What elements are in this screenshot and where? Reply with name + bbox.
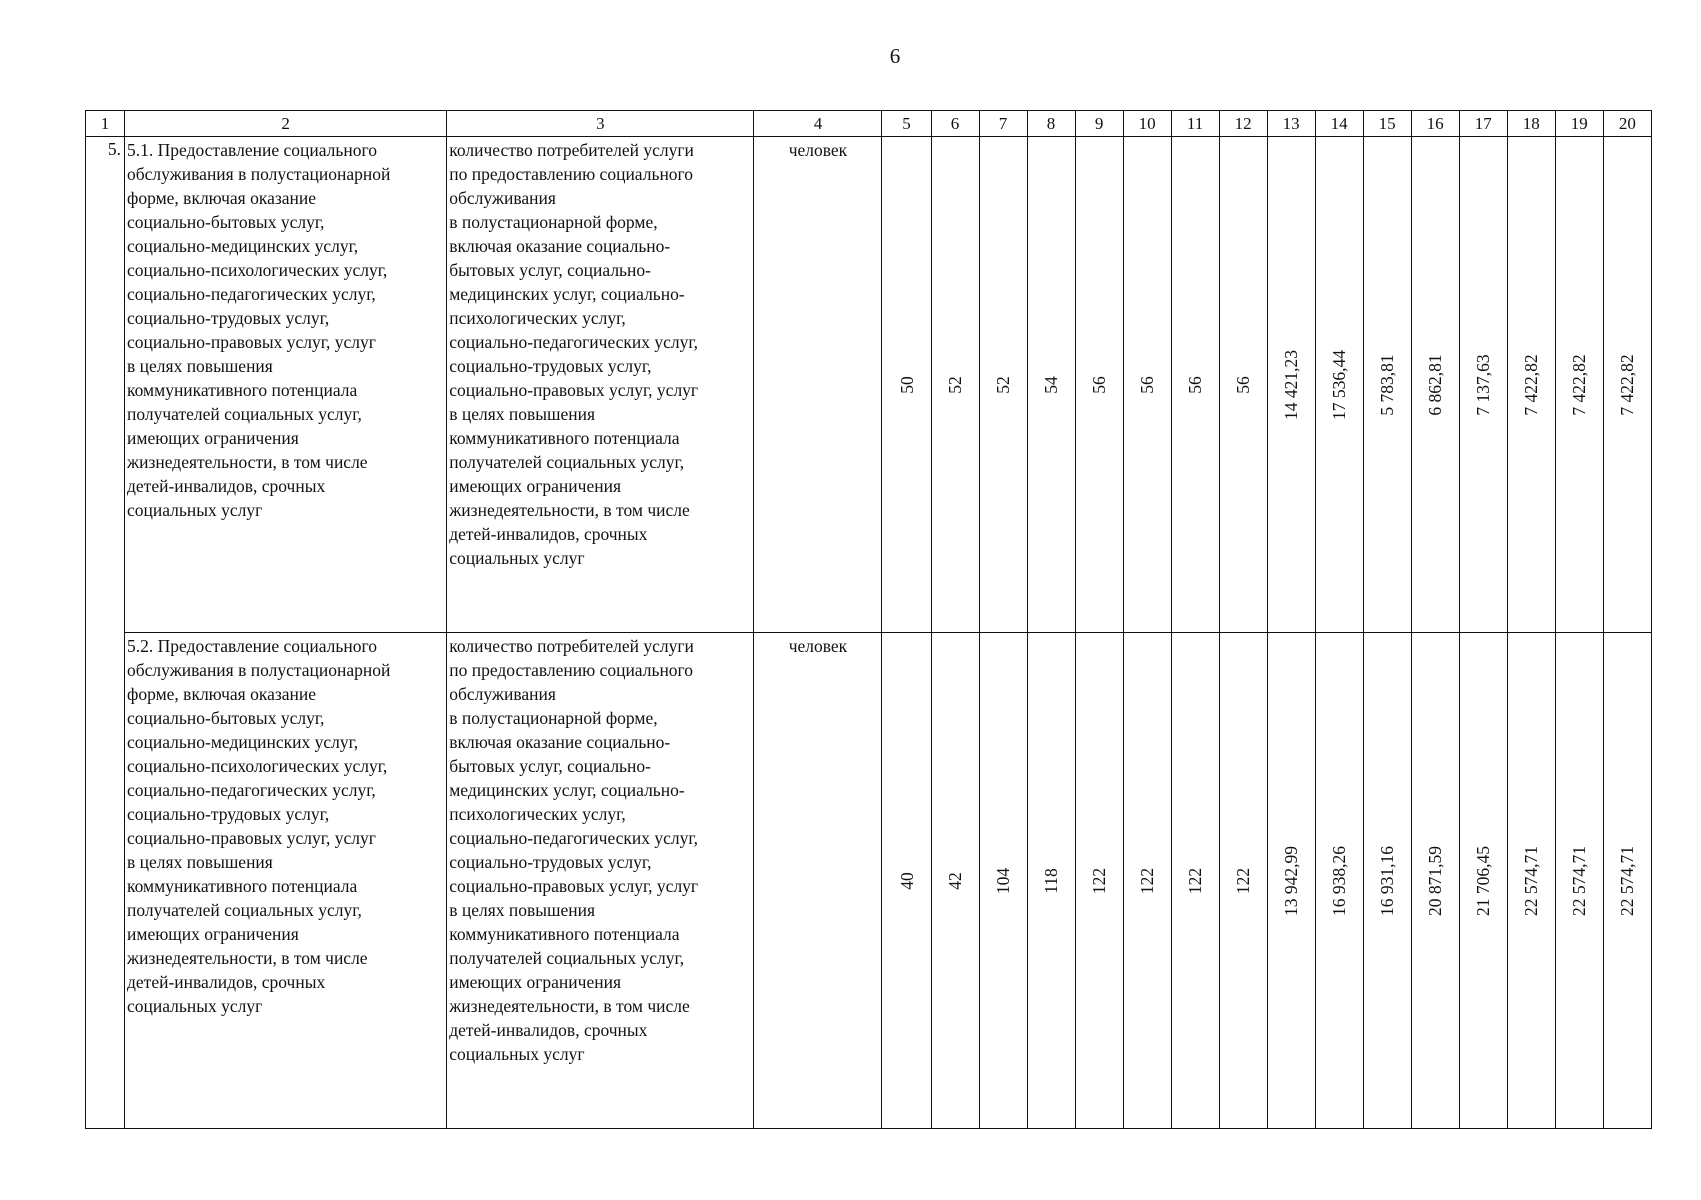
value-text: 52 [993, 375, 1014, 394]
value-text: 122 [1089, 867, 1110, 894]
indicator-name: количество потребителей услуги по предоставлению социального обслуживания в полустационарной форме, включая оказание социально- бытовых услуг, социально- медицинских услуг, социально- психологических услуг, социально-педагогических услуг, социально-трудовых услуг, социально-правовых услуг, услуг в целях повышения коммуникативного потенциала получателей социальных услуг, имеющих ограничения жизнедеятельности, в том числе детей-инвалидов, срочных социальных услуг [447, 137, 754, 633]
value-cell [1555, 633, 1603, 1129]
value-cell [1267, 137, 1315, 633]
value-cell [1123, 633, 1171, 1129]
value-cell [1459, 137, 1507, 633]
value-text: 122 [1233, 867, 1254, 894]
value-cell [1027, 137, 1075, 633]
value-text: 5 783,81 [1377, 353, 1398, 416]
value-cell [1459, 633, 1507, 1129]
header-row [86, 111, 1652, 137]
value-text: 42 [945, 871, 966, 890]
services-table [85, 110, 1652, 1129]
value-cell [1027, 633, 1075, 1129]
value-cell [1219, 137, 1267, 633]
value-text: 16 931,16 [1377, 845, 1398, 916]
header-cell: 15 [1363, 111, 1411, 137]
header-cell: 13 [1267, 111, 1315, 137]
header-cell: 6 [931, 111, 979, 137]
value-text: 7 422,82 [1617, 353, 1638, 416]
value-cell [1363, 137, 1411, 633]
value-text: 13 942,99 [1281, 845, 1302, 916]
value-cell [1075, 137, 1123, 633]
value-cell [1267, 633, 1315, 1129]
value-cell [1123, 137, 1171, 633]
header-cell: 10 [1123, 111, 1171, 137]
value-text: 7 422,82 [1521, 353, 1542, 416]
value-text: 22 574,71 [1569, 845, 1590, 916]
value-text: 22 574,71 [1617, 845, 1638, 916]
table-row [86, 633, 1652, 1129]
row-index: 5. [86, 137, 125, 1129]
value-text: 52 [945, 375, 966, 394]
header-cell: 1 [86, 111, 125, 137]
header-cell: 8 [1027, 111, 1075, 137]
unit-cell: человек [754, 137, 882, 633]
value-text: 56 [1233, 375, 1254, 394]
value-cell [1075, 633, 1123, 1129]
value-text: 50 [896, 375, 917, 394]
value-cell [1411, 137, 1459, 633]
value-cell [882, 633, 931, 1129]
header-cell: 14 [1315, 111, 1363, 137]
value-cell [1507, 137, 1555, 633]
indicator-name: количество потребителей услуги по предоставлению социального обслуживания в полустационарной форме, включая оказание социально- бытовых услуг, социально- медицинских услуг, социально- психологических услуг, социально-педагогических услуг, социально-трудовых услуг, социально-правовых услуг, услуг в целях повышения коммуникативного потенциала получателей социальных услуг, имеющих ограничения жизнедеятельности, в том числе детей-инвалидов, срочных социальных услуг [447, 633, 754, 1129]
value-text: 40 [896, 871, 917, 890]
header-cell: 9 [1075, 111, 1123, 137]
value-text: 104 [993, 867, 1014, 894]
service-name: 5.1. Предоставление социального обслуживания в полустационарной форме, включая оказание социально-бытовых услуг, социально-медицинских услуг, социально-психологических услуг, социально-педагогических услуг, социально-трудовых услуг, социально-правовых услуг, услуг в целях повышения коммуникативного потенциала получателей социальных услуг, имеющих ограничения жизнедеятельности, в том числе детей-инвалидов, срочных социальных услуг [125, 137, 447, 633]
value-cell [882, 137, 931, 633]
header-cell: 5 [882, 111, 931, 137]
service-name: 5.2. Предоставление социального обслуживания в полустационарной форме, включая оказание социально-бытовых услуг, социально-медицинских услуг, социально-психологических услуг, социально-педагогических услуг, социально-трудовых услуг, социально-правовых услуг, услуг в целях повышения коммуникативного потенциала получателей социальных услуг, имеющих ограничения жизнедеятельности, в том числе детей-инвалидов, срочных социальных услуг [125, 633, 447, 1129]
value-cell [931, 633, 979, 1129]
value-text: 7 422,82 [1569, 353, 1590, 416]
value-cell [1411, 633, 1459, 1129]
value-text: 122 [1185, 867, 1206, 894]
value-text: 118 [1041, 867, 1062, 894]
header-cell: 16 [1411, 111, 1459, 137]
header-cell: 7 [979, 111, 1027, 137]
page-number: 6 [889, 44, 901, 68]
value-cell [1555, 137, 1603, 633]
unit-cell: человек [754, 633, 882, 1129]
value-cell [931, 137, 979, 633]
value-cell [1603, 137, 1651, 633]
value-text: 54 [1041, 375, 1062, 394]
value-text: 16 938,26 [1329, 845, 1350, 916]
value-cell [1363, 633, 1411, 1129]
value-text: 56 [1185, 375, 1206, 394]
header-cell: 2 [125, 111, 447, 137]
header-cell: 19 [1555, 111, 1603, 137]
header-cell: 3 [447, 111, 754, 137]
value-cell [1171, 633, 1219, 1129]
header-cell: 18 [1507, 111, 1555, 137]
value-text: 20 871,59 [1425, 845, 1446, 916]
header-cell: 12 [1219, 111, 1267, 137]
value-text: 21 706,45 [1473, 845, 1494, 916]
table-row [86, 137, 1652, 633]
header-cell: 4 [754, 111, 882, 137]
value-cell [1315, 137, 1363, 633]
value-cell [1219, 633, 1267, 1129]
value-cell [1315, 633, 1363, 1129]
value-cell [979, 633, 1027, 1129]
value-text: 7 137,63 [1473, 353, 1494, 416]
value-text: 56 [1137, 375, 1158, 394]
value-cell [1507, 633, 1555, 1129]
value-cell [979, 137, 1027, 633]
value-text: 6 862,81 [1425, 353, 1446, 416]
value-text: 14 421,23 [1281, 349, 1302, 420]
value-text: 56 [1089, 375, 1110, 394]
header-cell: 20 [1603, 111, 1651, 137]
value-cell [1171, 137, 1219, 633]
value-cell [1603, 633, 1651, 1129]
header-cell: 17 [1459, 111, 1507, 137]
header-cell: 11 [1171, 111, 1219, 137]
value-text: 22 574,71 [1521, 845, 1542, 916]
value-text: 17 536,44 [1329, 349, 1350, 420]
value-text: 122 [1137, 867, 1158, 894]
